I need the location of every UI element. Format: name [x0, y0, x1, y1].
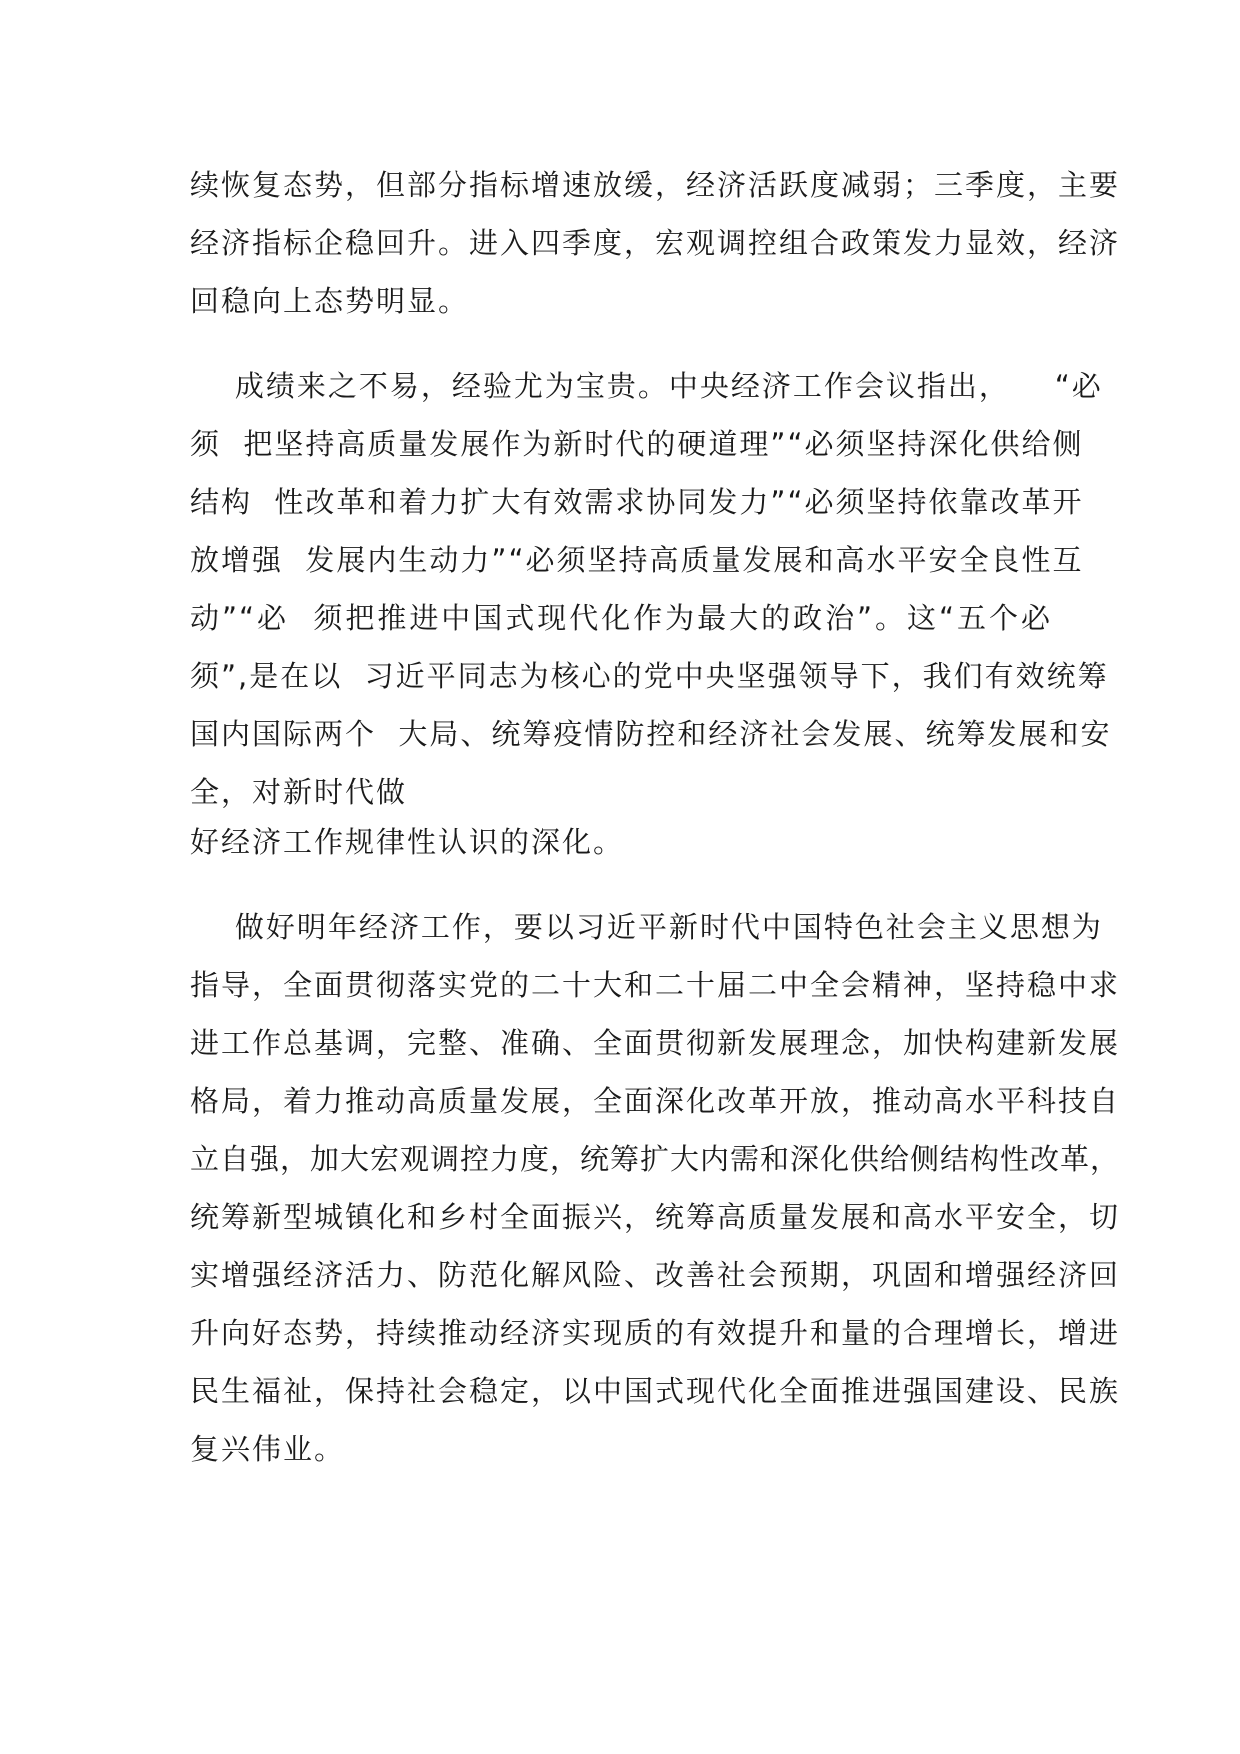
text-line: 成绩来之不易，经验尤为宝贵。中央经济工作会议指出， “必 [190, 369, 1103, 403]
text-line: 进工作总基调，完整、准确、全面贯彻新发展理念，加快构建新发展 [190, 1026, 1121, 1060]
text-line: 经济指标企稳回升。进入四季度，宏观调控组合政策发力显效，经济 [190, 226, 1121, 260]
text-line: 须 把坚持高质量发展作为新时代的硬道理”“必须坚持深化供给侧 [190, 427, 1084, 461]
text-line: 统筹新型城镇化和乡村全面振兴，统筹高质量发展和高水平安全，切 [190, 1200, 1121, 1234]
text-line: 结构 性改革和着力扩大有效需求协同发力”“必须坚持依靠改革开 [190, 485, 1084, 519]
text-line: 动”“必 须把推进中国式现代化作为最大的政治”。这“五个必 [190, 601, 1052, 635]
text-line: 复兴伟业。 [190, 1432, 346, 1466]
text-line: 实增强经济活力、防范化解风险、改善社会预期，巩固和增强经济回 [190, 1258, 1121, 1292]
text-line: 须”,是在以 习近平同志为核心的党中央坚强领导下，我们有效统筹 [190, 659, 1109, 693]
text-line: 放增强 发展内生动力”“必须坚持高质量发展和高水平安全良性互 [190, 543, 1084, 577]
text-line: 做好明年经济工作，要以习近平新时代中国特色社会主义思想为 [190, 910, 1103, 944]
text-line: 指导，全面贯彻落实党的二十大和二十届二中全会精神，坚持稳中求 [190, 968, 1121, 1002]
text-line: 续恢复态势，但部分指标增速放缓，经济活跃度减弱；三季度，主要 [190, 168, 1121, 202]
text-line: 民生福祉，保持社会稳定，以中国式现代化全面推进强国建设、民族 [190, 1374, 1121, 1408]
text-line: 升向好态势，持续推动经济实现质的有效提升和量的合理增长，增进 [190, 1316, 1121, 1350]
text-line: 国内国际两个 大局、统筹疫情防控和经济社会发展、统筹发展和安 [190, 717, 1112, 751]
text-line: 格局，着力推动高质量发展，全面深化改革开放，推动高水平科技自 [190, 1084, 1121, 1118]
text-line: 全，对新时代做 [190, 775, 408, 809]
text-line: 回稳向上态势明显。 [190, 284, 470, 318]
text-line: 好经济工作规律性认识的深化。 [190, 825, 625, 859]
text-line: 立自强，加大宏观调控力度，统筹扩大内需和深化供给侧结构性改革， [190, 1142, 1121, 1176]
